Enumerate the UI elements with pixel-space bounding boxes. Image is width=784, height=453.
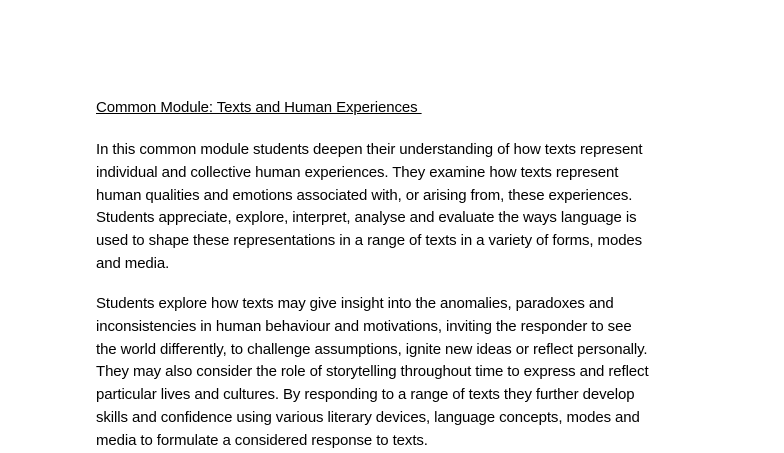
paragraph-line: Students appreciate, explore, interpret, analyse and evaluate the ways language is [96, 209, 637, 227]
document-title: Common Module: Texts and Human Experiences [96, 99, 422, 116]
paragraph-line: particular lives and cultures. By responding to a range of texts they further develop [96, 386, 635, 404]
paragraph-line: individual and collective human experiences. They examine how texts represent [96, 163, 619, 181]
paragraph-line: used to shape these representations in a range of texts in a variety of forms, modes [96, 232, 643, 250]
paragraph-line: and media. [96, 254, 170, 272]
paragraph-line: They may also consider the role of storytelling throughout time to express and reflect [96, 363, 649, 381]
paragraph-line: Students explore how texts may give insight into the anomalies, paradoxes and [96, 295, 614, 312]
paragraph-line: media to formulate a considered response to texts. [96, 431, 428, 449]
paragraph-line: inconsistencies in human behaviour and motivations, inviting the responder to see [96, 317, 632, 335]
paragraph-line: the world differently, to challenge assumptions, ignite new ideas or reflect personally. [96, 340, 648, 358]
paragraph-line: human qualities and emotions associated with, or arising from, these experiences. [96, 186, 633, 204]
paragraph-intro [96, 139, 696, 276]
paragraph-line: skills and confidence using various literary devices, language concepts, modes and [96, 408, 640, 426]
paragraph-line: In this common module students deepen their understanding of how texts represent [96, 141, 643, 158]
paragraph-explore [96, 293, 696, 453]
